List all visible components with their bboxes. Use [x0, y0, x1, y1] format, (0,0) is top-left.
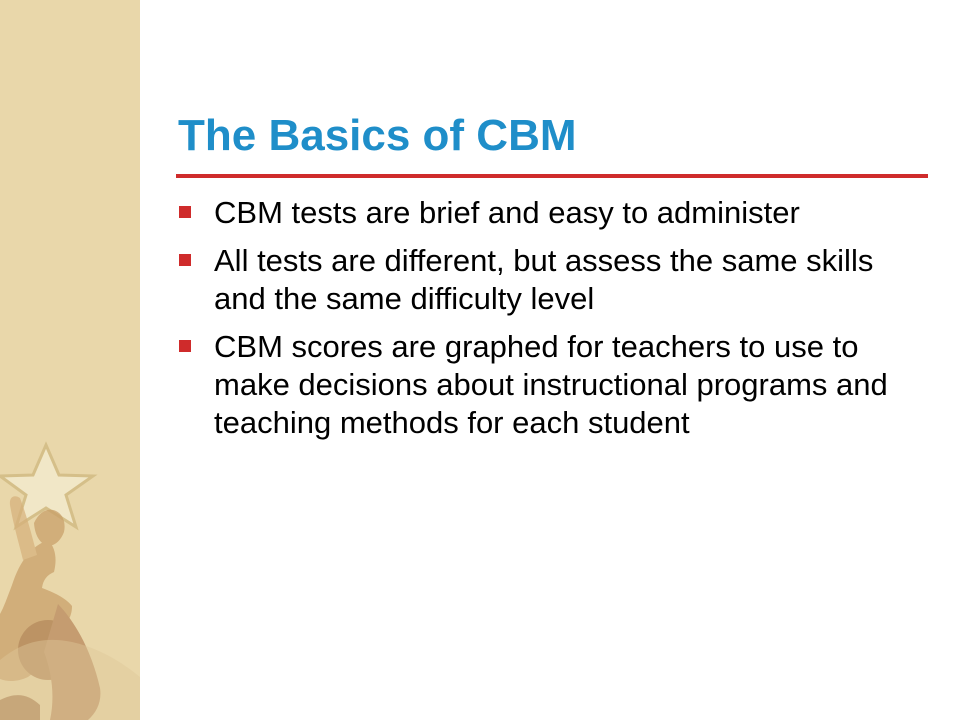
square-bullet-icon — [179, 206, 191, 218]
title-underline — [176, 174, 928, 178]
bullet-item — [176, 194, 928, 232]
bullet-text: CBM scores are graphed for teachers to use to make decisions about instructional programs and teaching methods for each student — [214, 329, 888, 440]
bullet-text: All tests are different, but assess the same skills and the same difficulty level — [214, 243, 874, 316]
slide-title: The Basics of CBM — [178, 111, 577, 160]
bullet-list — [176, 194, 928, 452]
decorative-sidebar — [0, 0, 140, 720]
bullet-item — [176, 328, 928, 442]
square-bullet-icon — [179, 340, 191, 352]
square-bullet-icon — [179, 254, 191, 266]
bullet-item — [176, 242, 928, 318]
sidebar-illustration — [0, 0, 140, 720]
bullet-text: CBM tests are brief and easy to administer — [214, 195, 800, 230]
